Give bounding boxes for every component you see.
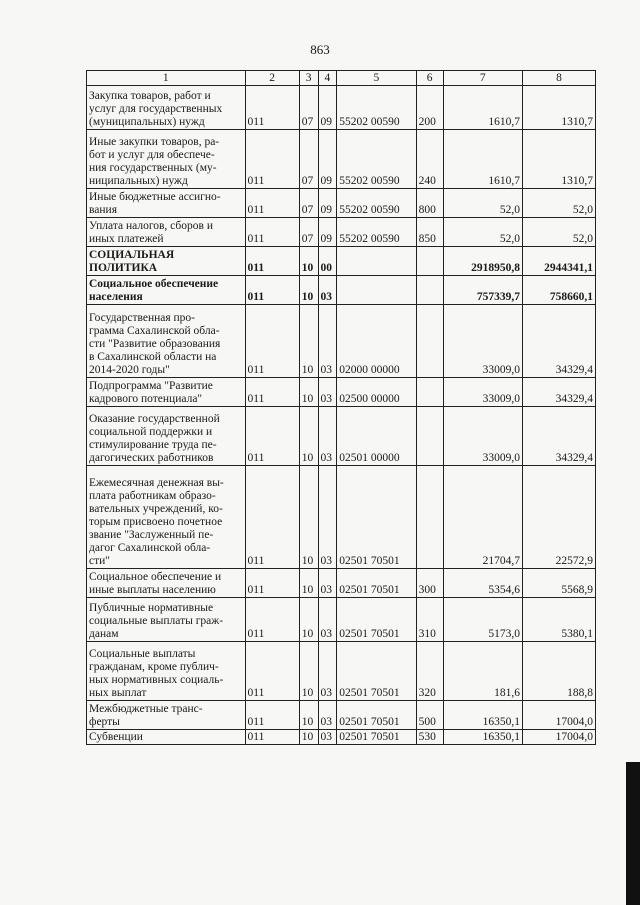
cell-section: 10 [299, 407, 318, 466]
page-number: 863 [310, 42, 330, 57]
cell-subsection: 03 [318, 730, 337, 745]
cell-amount-year-2: 2944341,1 [522, 247, 595, 276]
cell-section: 07 [299, 86, 318, 130]
cell-section: 10 [299, 247, 318, 276]
cell-target-article: 02501 70501 [337, 701, 416, 730]
table-body [87, 86, 596, 745]
table-row [87, 305, 596, 378]
row-label: Социальные выплаты гражданам, кроме публич- ных нормативных социаль- ных выплат [89, 648, 224, 699]
cell-subsection: 03 [318, 407, 337, 466]
cell-amount-year-2: 17004,0 [522, 701, 595, 730]
row-label: СОЦИАЛЬНАЯ ПОЛИТИКА [89, 249, 175, 274]
cell-target-article: 02501 70501 [337, 598, 416, 642]
column-header: 3 [299, 71, 318, 86]
cell-amount-year-1: 1610,7 [443, 86, 522, 130]
cell-section: 10 [299, 569, 318, 598]
cell-ministry-code: 011 [245, 598, 299, 642]
cell-expense-type: 200 [416, 86, 443, 130]
cell-subsection: 09 [318, 130, 337, 189]
cell-target-article: 02501 70501 [337, 730, 416, 745]
cell-target-article [337, 276, 416, 305]
cell-ministry-code: 011 [245, 276, 299, 305]
cell-amount-year-1: 52,0 [443, 218, 522, 247]
cell-name [87, 642, 246, 701]
cell-name [87, 569, 246, 598]
cell-ministry-code: 011 [245, 378, 299, 407]
cell-ministry-code: 011 [245, 642, 299, 701]
row-label: Ежемесячная денежная вы- плата работникам образо- вательных учреждений, ко- торым присвоено почетное звание "Заслуженный пе- дагог Сахалинской обла- сти" [89, 477, 224, 567]
cell-ministry-code: 011 [245, 730, 299, 745]
cell-target-article: 55202 00590 [337, 86, 416, 130]
cell-amount-year-1: 5173,0 [443, 598, 522, 642]
column-header: 5 [337, 71, 416, 86]
cell-expense-type [416, 305, 443, 378]
cell-amount-year-2: 1310,7 [522, 86, 595, 130]
cell-expense-type: 310 [416, 598, 443, 642]
cell-ministry-code: 011 [245, 305, 299, 378]
cell-ministry-code: 011 [245, 569, 299, 598]
cell-amount-year-1: 16350,1 [443, 730, 522, 745]
row-label: Социальное обеспечение населения [89, 278, 219, 303]
cell-name [87, 466, 246, 569]
row-label: Государственная про- грамма Сахалинской обла- сти "Развитие образования в Сахалинской области на 2014-2020 годы" [89, 312, 221, 376]
cell-target-article: 02500 00000 [337, 378, 416, 407]
cell-target-article: 02000 00000 [337, 305, 416, 378]
table-row [87, 378, 596, 407]
cell-name [87, 378, 246, 407]
cell-subsection: 03 [318, 598, 337, 642]
cell-subsection: 03 [318, 642, 337, 701]
table-row [87, 569, 596, 598]
row-label: Публичные нормативные социальные выплаты граж- данам [89, 602, 224, 640]
row-label: Иные бюджетные ассигно- вания [89, 191, 221, 216]
cell-subsection: 03 [318, 569, 337, 598]
table-row [87, 407, 596, 466]
column-header: 4 [318, 71, 337, 86]
cell-amount-year-1: 52,0 [443, 189, 522, 218]
column-header: 8 [522, 71, 595, 86]
cell-amount-year-2: 22572,9 [522, 466, 595, 569]
row-label: Субвенции [89, 731, 143, 743]
cell-target-article [337, 247, 416, 276]
cell-expense-type: 530 [416, 730, 443, 745]
cell-ministry-code: 011 [245, 189, 299, 218]
cell-target-article: 55202 00590 [337, 130, 416, 189]
cell-amount-year-1: 5354,6 [443, 569, 522, 598]
cell-expense-type [416, 276, 443, 305]
cell-amount-year-1: 33009,0 [443, 305, 522, 378]
cell-subsection: 03 [318, 378, 337, 407]
cell-amount-year-1: 21704,7 [443, 466, 522, 569]
table-row [87, 247, 596, 276]
cell-section: 10 [299, 730, 318, 745]
column-header: 7 [443, 71, 522, 86]
cell-name [87, 218, 246, 247]
cell-target-article: 02501 00000 [337, 407, 416, 466]
table-header-row [87, 71, 596, 86]
cell-expense-type [416, 378, 443, 407]
cell-amount-year-2: 34329,4 [522, 305, 595, 378]
cell-subsection: 03 [318, 701, 337, 730]
cell-expense-type: 240 [416, 130, 443, 189]
scan-edge-bar [626, 762, 640, 905]
cell-subsection: 09 [318, 86, 337, 130]
cell-amount-year-2: 5568,9 [522, 569, 595, 598]
cell-name [87, 247, 246, 276]
table-row [87, 276, 596, 305]
cell-section: 10 [299, 466, 318, 569]
table-row [87, 86, 596, 130]
cell-expense-type [416, 247, 443, 276]
cell-section: 10 [299, 276, 318, 305]
cell-name [87, 407, 246, 466]
cell-ministry-code: 011 [245, 130, 299, 189]
cell-expense-type: 300 [416, 569, 443, 598]
cell-target-article: 02501 70501 [337, 466, 416, 569]
cell-amount-year-2: 758660,1 [522, 276, 595, 305]
cell-target-article: 55202 00590 [337, 218, 416, 247]
cell-amount-year-2: 1310,7 [522, 130, 595, 189]
cell-target-article: 02501 70501 [337, 569, 416, 598]
row-label: Уплата налогов, сборов и иных платежей [89, 220, 213, 245]
cell-section: 07 [299, 130, 318, 189]
cell-ministry-code: 011 [245, 407, 299, 466]
cell-name [87, 730, 246, 745]
cell-expense-type [416, 466, 443, 569]
cell-amount-year-1: 1610,7 [443, 130, 522, 189]
cell-expense-type [416, 407, 443, 466]
cell-subsection: 09 [318, 189, 337, 218]
cell-amount-year-1: 181,6 [443, 642, 522, 701]
table-row [87, 466, 596, 569]
cell-amount-year-2: 52,0 [522, 189, 595, 218]
row-label: Иные закупки товаров, ра- бот и услуг для обеспече- ния государственных (му- ниципальных) нужд [89, 136, 220, 187]
table-row [87, 730, 596, 745]
cell-amount-year-1: 757339,7 [443, 276, 522, 305]
row-label: Социальное обеспечение и иные выплаты населению [89, 571, 222, 596]
cell-expense-type: 800 [416, 189, 443, 218]
table-row [87, 189, 596, 218]
column-header: 1 [87, 71, 246, 86]
cell-section: 10 [299, 701, 318, 730]
cell-name [87, 276, 246, 305]
cell-subsection: 03 [318, 305, 337, 378]
cell-amount-year-1: 33009,0 [443, 378, 522, 407]
cell-expense-type: 320 [416, 642, 443, 701]
cell-section: 07 [299, 218, 318, 247]
cell-ministry-code: 011 [245, 247, 299, 276]
cell-amount-year-2: 17004,0 [522, 730, 595, 745]
cell-amount-year-2: 5380,1 [522, 598, 595, 642]
cell-ministry-code: 011 [245, 701, 299, 730]
cell-section: 10 [299, 598, 318, 642]
column-header: 6 [416, 71, 443, 86]
table-row [87, 130, 596, 189]
cell-amount-year-2: 34329,4 [522, 407, 595, 466]
cell-section: 10 [299, 378, 318, 407]
cell-target-article: 02501 70501 [337, 642, 416, 701]
table-row [87, 701, 596, 730]
table-row [87, 642, 596, 701]
cell-subsection: 00 [318, 247, 337, 276]
cell-amount-year-1: 2918950,8 [443, 247, 522, 276]
cell-name [87, 130, 246, 189]
cell-amount-year-1: 16350,1 [443, 701, 522, 730]
cell-subsection: 09 [318, 218, 337, 247]
cell-amount-year-1: 33009,0 [443, 407, 522, 466]
cell-amount-year-2: 34329,4 [522, 378, 595, 407]
cell-subsection: 03 [318, 276, 337, 305]
row-label: Межбюджетные транс- ферты [89, 703, 203, 728]
cell-ministry-code: 011 [245, 466, 299, 569]
column-header: 2 [245, 71, 299, 86]
cell-name [87, 86, 246, 130]
cell-name [87, 598, 246, 642]
cell-ministry-code: 011 [245, 218, 299, 247]
row-label: Оказание государственной социальной поддержки и стимулирование труда пе- дагогических работников [89, 413, 220, 464]
cell-section: 10 [299, 305, 318, 378]
cell-amount-year-2: 52,0 [522, 218, 595, 247]
budget-table [86, 70, 596, 745]
table-row [87, 218, 596, 247]
cell-section: 07 [299, 189, 318, 218]
cell-amount-year-2: 188,8 [522, 642, 595, 701]
row-label: Подпрограмма "Развитие кадрового потенциала" [89, 380, 213, 405]
cell-name [87, 305, 246, 378]
table-row [87, 598, 596, 642]
cell-name [87, 189, 246, 218]
cell-name [87, 701, 246, 730]
cell-expense-type: 500 [416, 701, 443, 730]
cell-ministry-code: 011 [245, 86, 299, 130]
cell-subsection: 03 [318, 466, 337, 569]
cell-target-article: 55202 00590 [337, 189, 416, 218]
row-label: Закупка товаров, работ и услуг для государственных (муниципальных) нужд [89, 90, 223, 128]
cell-section: 10 [299, 642, 318, 701]
cell-expense-type: 850 [416, 218, 443, 247]
